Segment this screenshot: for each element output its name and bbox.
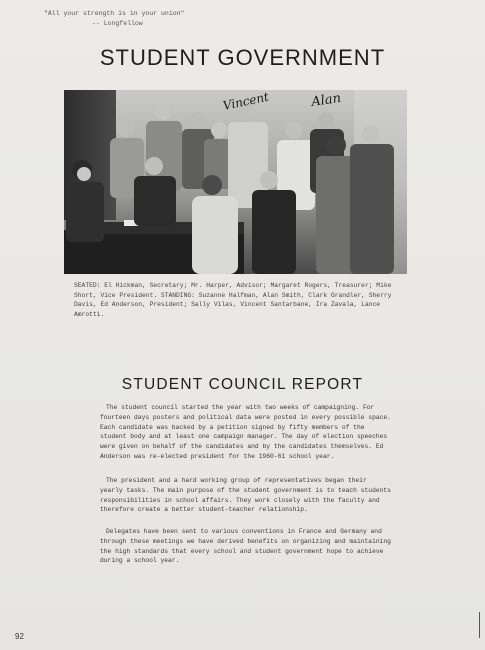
page-title: STUDENT GOVERNMENT: [99, 45, 386, 70]
report-title: STUDENT COUNCIL REPORT: [121, 376, 364, 393]
group-photo: [64, 90, 407, 274]
epigraph-quote: "All your strength is in your union": [44, 10, 185, 17]
signature-1: Vincent: [221, 90, 271, 113]
report-paragraph-3: Delegates have been sent to various conventions in France and Germany and through these meetings we have derived benefits on organizing and maintaining the high standards that every school and student government hope to achieve during a school year.: [100, 528, 391, 565]
page-number: 92: [15, 632, 24, 641]
edge-mark: [479, 612, 480, 638]
epigraph-author: -- Longfellow: [92, 20, 143, 27]
signature-2: Alan: [310, 90, 342, 110]
photo-caption: SEATED: El Hickman, Secretary; Mr. Harper, Advisor; Margaret Rogers, Treasurer; Mike Short, Vice President. STANDING: Suzanne Halfman, Alan Smith, Clark Grandler, Sherry Davis, Ed Anderson, President; Sally Vilas, Vincent Santarbane, Ira Zavala, Lance Amrotti.: [74, 282, 392, 318]
epigraph: [44, 9, 244, 29]
group-photo-image: [64, 90, 407, 274]
report-paragraph-1: The student council started the year with two weeks of campaigning. For fourteen days posters and political data were posted in every possible space. Each candidate was backed by a petition signed by fifty members of the student body and at least one campaign manager. The day of election speeches were given on behalf of the candidates and by the candidates themselves. Ed Anderson was re-elected president for the 1960-61 school year.: [100, 404, 391, 460]
report-paragraph-2: The president and a hard working group of representatives began their yearly tasks. The main purpose of the student government is to teach students responsibilities in school affairs. They work closely with the faculty and therefore create a better student-teacher relationship.: [100, 477, 391, 514]
